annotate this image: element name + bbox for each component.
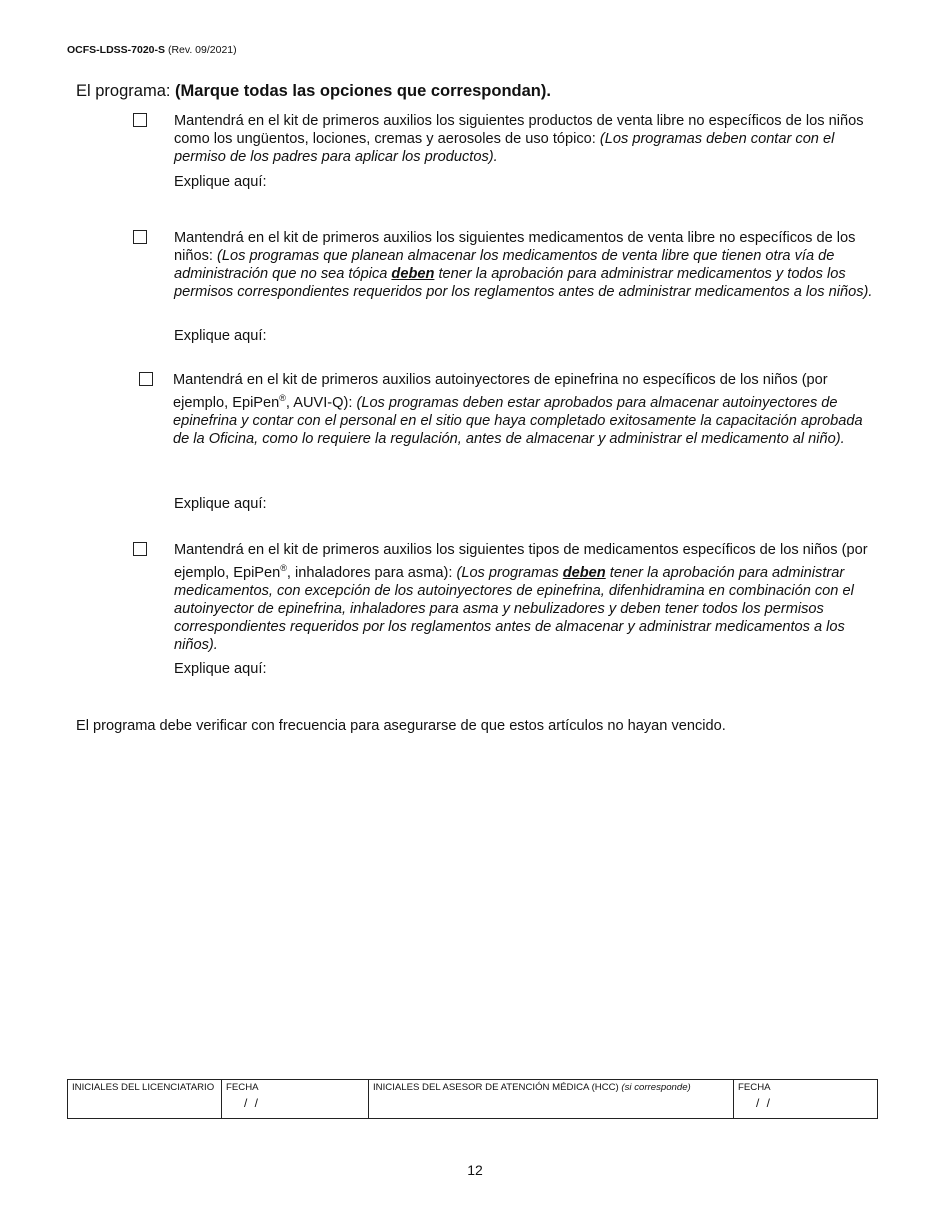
signature-table [67,1079,878,1119]
explain-label-1: Explique aquí: [174,174,267,190]
intro-label: El programa: [76,82,176,100]
checkbox-topical-products[interactable] [133,113,147,127]
item-child-specific-medications: Mantendrá en el kit de primeros auxilios los siguientes tipos de medicamentos específicos de los niños (por ejemplo, EpiPen®, inhaladores para asma): (Los programas deben tener la aprobación para administrar medicamentos, con excepción de los autoinyectores de epinefrina, difenhidramina en combinación con el autoinyector de epinefrina, inhaladores para asma y nebulizadores y deben tener todos los permisos correspondientes requeridos por los reglamentos antes de almacenar y administrar medicamentos a los niños). [174,542,868,653]
hcc-initials-cell[interactable]: INICIALES DEL ASESOR DE ATENCIÓN MÉDICA (HCC) (si corresponde) [369,1080,734,1119]
explain-label-3: Explique aquí: [174,496,267,512]
item-otc-medications: Mantendrá en el kit de primeros auxilios los siguientes medicamentos de venta libre no específicos de los niños: (Los programas que planean almacenar los medicamentos de venta libre que tienen otra vía de administración que no sea tópica deben tener la aprobación para administrar medicamentos y todos los permisos correspondientes requeridos por los reglamentos antes de administrar medicamentos a los niños). [174,230,873,300]
checkbox-child-specific-medications[interactable] [133,542,147,556]
form-code: OCFS-LDSS-7020-S [67,44,166,56]
form-revision: (Rev. 09/2021) [167,44,237,56]
licensee-initials-cell[interactable]: INICIALES DEL LICENCIATARIO [68,1080,222,1119]
checkbox-epinephrine-autoinjectors[interactable] [139,372,153,386]
checkbox-otc-medications[interactable] [133,230,147,244]
intro-instruction: (Marque todas las opciones que correspondan). [175,82,551,100]
form-header [67,44,237,56]
date-cell-2[interactable]: FECHA / / [734,1080,878,1119]
explain-label-4: Explique aquí: [174,661,267,677]
item-epinephrine-autoinjectors: Mantendrá en el kit de primeros auxilios autoinyectores de epinefrina no específicos de los niños (por ejemplo, EpiPen®, AUVI-Q): (Los programas deben estar aprobados para almacenar autoinyectores de epinefrina y contar con el personal en el sitio que haya completado exitosamente la capacitación aprobada de la Oficina, como lo requiere la regulación, antes de almacenar y administrar el medicamento al niño). [173,372,863,447]
intro-line [76,82,551,101]
date-cell-1[interactable]: FECHA / / [222,1080,369,1119]
expiration-check-note: El programa debe verificar con frecuencia para asegurarse de que estos artículos no hayan vencido. [76,718,726,734]
item-topical-products: Mantendrá en el kit de primeros auxilios los siguientes productos de venta libre no específicos de los niños como los ungüentos, lociones, cremas y aerosoles de uso tópico: (Los programas deben contar con el permiso de los padres para aplicar los productos). [174,113,864,165]
page-number: 12 [467,1162,483,1178]
explain-label-2: Explique aquí: [174,328,267,344]
